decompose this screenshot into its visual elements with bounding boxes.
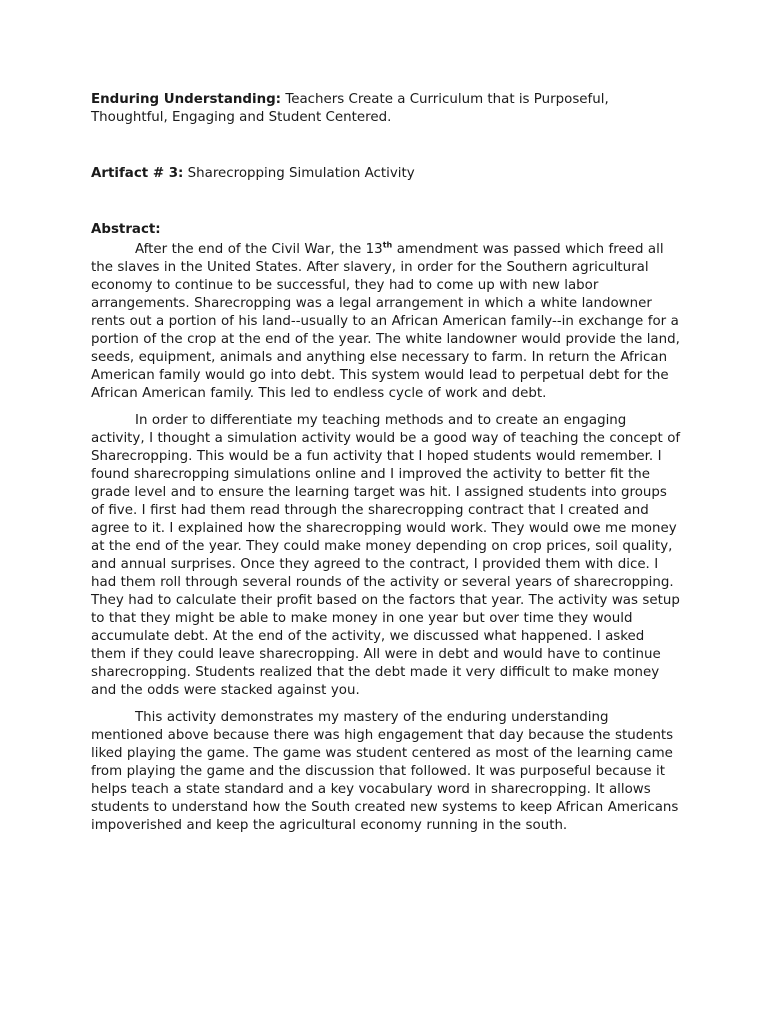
enduring-understanding-text: Teachers Create a Curriculum that is Purposeful, Thoughtful, Engaging and Student Centered. (91, 92, 609, 125)
artifact-title: Sharecropping Simulation Activity (187, 166, 415, 181)
abstract-paragraph-1 (91, 241, 683, 403)
paragraph-1-start: After the end of the Civil War, the 13 (135, 242, 383, 257)
abstract-paragraph-3: This activity demonstrates my mastery of the enduring understanding mentioned above because there was high engagement that day because the students liked playing the game. The game was student centered as most of the learning came from playing the game and the discussion that followed. It was purposeful because it helps teach a state standard and a key vocabulary word in sharecropping. It allows students to understand how the South created new systems to keep African Americans impoverished and keep the agricultural economy running in the south. (91, 710, 679, 833)
ordinal-superscript: th (382, 240, 393, 250)
document-page (91, 91, 683, 844)
abstract-paragraph-2: In order to differentiate my teaching methods and to create an engaging activity, I thought a simulation activity would be a good way of teaching the concept of Sharecropping. This would be a fun activity that I hoped students would remember. I found sharecropping simulations online and I improved the activity to better fit the grade level and to ensure the learning target was hit. I assigned students into groups of five. I first had them read through the sharecropping contract that I created and agree to it. I explained how the sharecropping would work. They would owe me money at the end of the year. They could make money depending on crop prices, soil quality, and annual surprises. Once they agreed to the contract, I provided them with dice. I had them roll through several rounds of the activity or several years of sharecropping. They had to calculate their profit based on the factors that year. The activity was setup to that they might be able to make money in one year but over time they would accumulate debt. At the end of the activity, we discussed what happened. I asked them if they could leave sharecropping. All were in debt and would have to continue sharecropping. Students realized that the debt made it very difficult to make money and the odds were stacked against you. (91, 413, 681, 698)
artifact-heading (91, 165, 683, 183)
paragraph-1-rest: amendment was passed which freed all the slaves in the United States. After slavery, in order for the Southern agricultural economy to continue to be successful, they had to come up with new labor arrangements. Sharecropping was a legal arrangement in which a white landowner rents out a portion of his land--usually to an African American family--in exchange for a portion of the crop at the end of the year. The white landowner would provide the land, seeds, equipment, animals and anything else necessary to farm. In return the African American family would go into debt. This system would lead to perpetual debt for the African American family. This led to endless cycle of work and debt. (91, 242, 680, 401)
abstract-title: Abstract: (91, 222, 161, 237)
enduring-understanding (91, 91, 683, 127)
enduring-understanding-label: Enduring Understanding: (91, 92, 282, 107)
artifact-label: Artifact # 3: (91, 166, 184, 181)
